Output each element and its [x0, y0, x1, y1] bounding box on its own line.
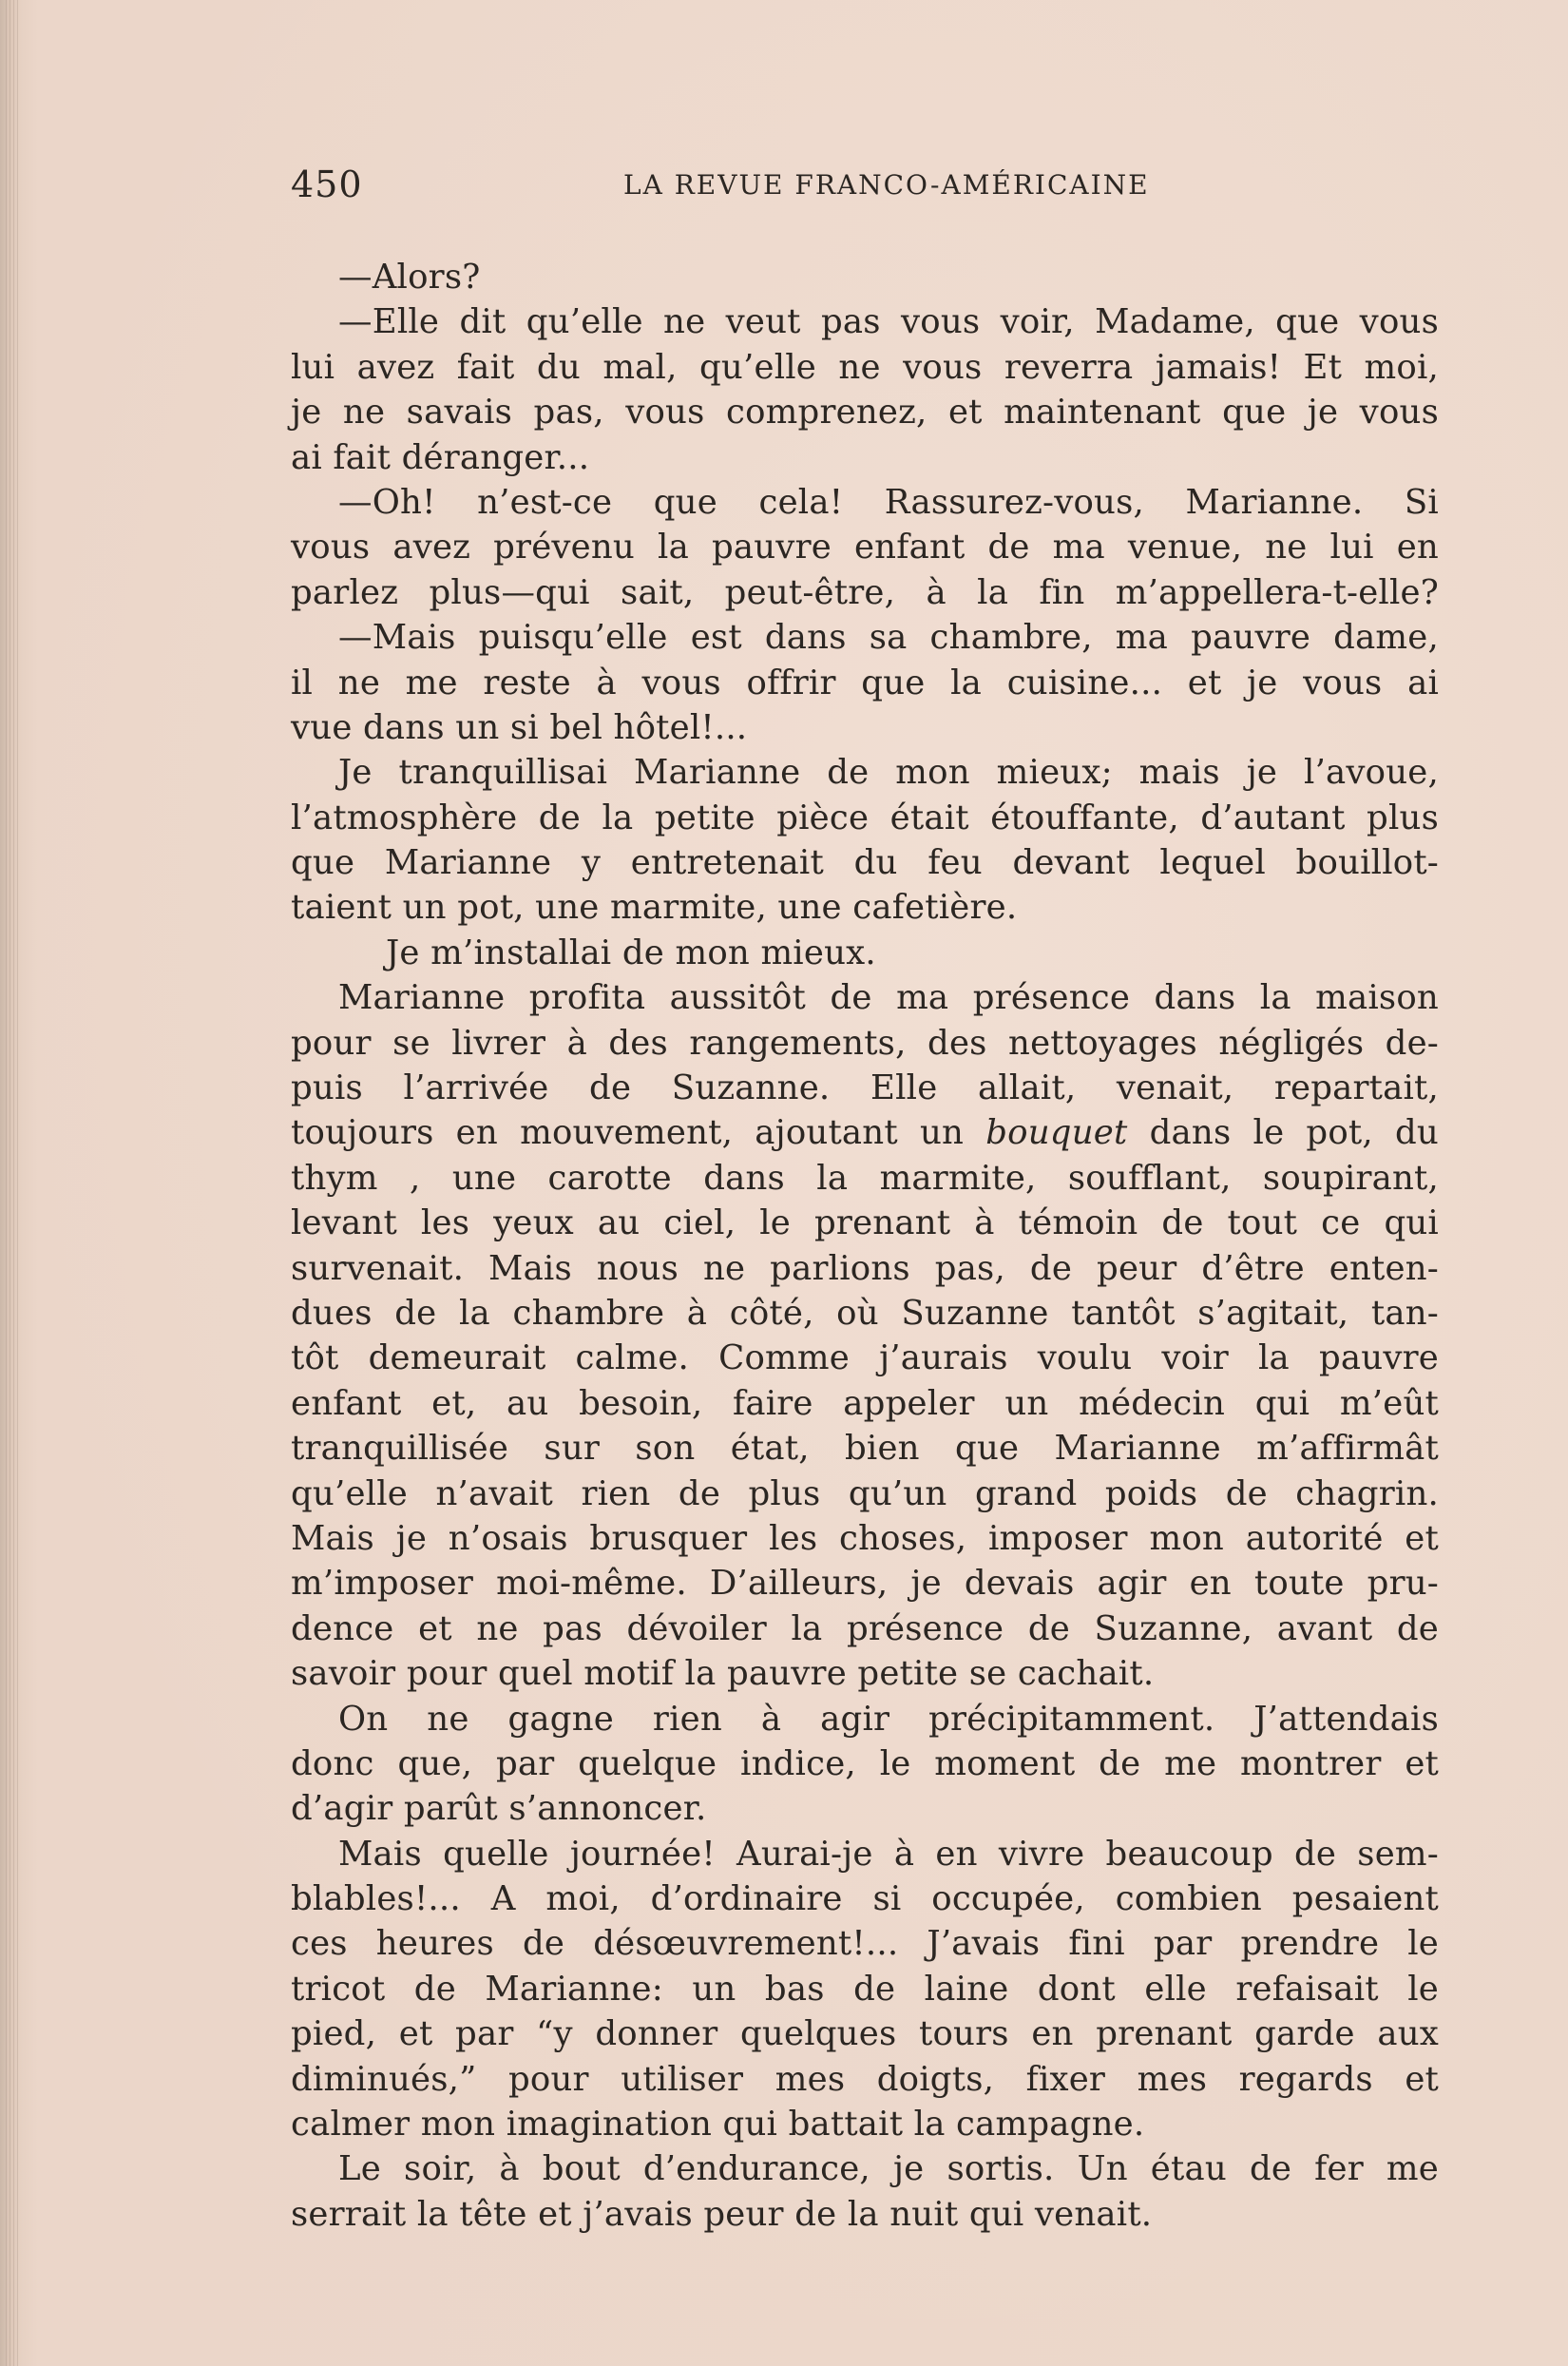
- text-line: serrait la tête et j’avais peur de la nuit qui venait.: [291, 2194, 1153, 2234]
- text-line: pour se livrer à des rangements, des nettoyages négligés de-: [291, 1023, 1439, 1063]
- text-line: il ne me reste à vous offrir que la cuisine... et je vous ai: [291, 663, 1439, 702]
- text-line: tranquillisée sur son état, bien que Marianne m’affirmât: [291, 1429, 1439, 1469]
- text-line: vous avez prévenu la pauvre enfant de ma venue, ne lui en: [291, 528, 1439, 567]
- italic-word: bouquet: [985, 1113, 1128, 1153]
- text-line: levant les yeux au ciel, le prenant à témoin de tout ce qui: [291, 1203, 1439, 1243]
- text-line: —Alors?: [338, 258, 481, 297]
- text-line: —Mais puisqu’elle est dans sa chambre, ma pauvre dame,: [338, 618, 1439, 658]
- text-line: Mais quelle journée! Aurai-je à en vivre beaucoup de sem-: [338, 1834, 1439, 1874]
- text-line: On ne gagne rien à agir précipitamment. J’attendais: [338, 1699, 1439, 1739]
- text-line: lui avez fait du mal, qu’elle ne vous reverra jamais! Et moi,: [291, 347, 1439, 387]
- text-line: calmer mon imagination qui battait la campagne.: [291, 2105, 1145, 2145]
- text-line: qu’elle n’avait rien de plus qu’un grand poids de chagrin.: [291, 1473, 1439, 1513]
- text-line: [291, 1110, 1439, 1155]
- text-line: Je m’installai de mon mieux.: [386, 933, 876, 972]
- text-line: je ne savais pas, vous comprenez, et maintenant que je vous: [291, 393, 1439, 433]
- text-line: —Oh! n’est-ce que cela! Rassurez-vous, Marianne. Si: [338, 482, 1439, 522]
- text-line: blables!... A moi, d’ordinaire si occupée, combien pesaient: [291, 1879, 1439, 1919]
- text-line: Je tranquillisai Marianne de mon mieux; mais je l’avoue,: [338, 753, 1439, 793]
- text-line: savoir pour quel motif la pauvre petite se cachait.: [291, 1654, 1155, 1694]
- text-line: vue dans un si bel hôtel!...: [291, 707, 748, 747]
- text-line: puis l’arrivée de Suzanne. Elle allait, venait, repartait,: [291, 1068, 1439, 1108]
- running-head: LA REVUE FRANCO-AMÉRICAINE: [623, 169, 1150, 201]
- text-line: d’agir parût s’annoncer.: [291, 1789, 707, 1829]
- text-line: ai fait déranger...: [291, 437, 590, 477]
- text-line: diminués,” pour utiliser mes doigts, fixer mes regards et: [291, 2059, 1439, 2099]
- text-line: Mais je n’osais brusquer les choses, imposer mon autorité et: [291, 1518, 1439, 1558]
- text-line: thym , une carotte dans la marmite, soufflant, soupirant,: [291, 1158, 1439, 1198]
- page-header: [291, 160, 1431, 217]
- binding-edge: [6, 0, 19, 2366]
- body-text: [291, 255, 1439, 2237]
- text-line: donc que, par quelque indice, le moment de me montrer et: [291, 1743, 1439, 1783]
- text-line: que Marianne y entretenait du feu devant lequel bouillot-: [291, 843, 1439, 883]
- text-line: enfant et, au besoin, faire appeler un médecin qui m’eût: [291, 1383, 1439, 1423]
- text-line: —Elle dit qu’elle ne veut pas vous voir, Madame, que vous: [338, 302, 1439, 342]
- text-line: dence et ne pas dévoiler la présence de Suzanne, avant de: [291, 1608, 1439, 1648]
- text-line: survenait. Mais nous ne parlions pas, de peur d’être enten-: [291, 1248, 1439, 1288]
- page-number: 450: [291, 164, 363, 205]
- text-line: l’atmosphère de la petite pièce était étouffante, d’autant plus: [291, 798, 1439, 837]
- text-line: pied, et par “y donner quelques tours en prenant garde aux: [291, 2014, 1439, 2054]
- text-line: parlez plus—qui sait, peut-être, à la fin m’appellera-t-elle?: [291, 572, 1439, 612]
- text-line: tricot de Marianne: un bas de laine dont elle refaisait le: [291, 1969, 1439, 2009]
- text-segment: dans le pot, du: [1127, 1113, 1439, 1153]
- text-line: ces heures de désœuvrement!... J’avais fini par prendre le: [291, 1924, 1439, 1964]
- text-line: Le soir, à bout d’endurance, je sortis. Un étau de fer me: [338, 2149, 1439, 2189]
- text-line: Marianne profita aussitôt de ma présence dans la maison: [338, 978, 1439, 1018]
- text-segment: toujours en mouvement, ajoutant un: [291, 1113, 986, 1153]
- text-line: dues de la chambre à côté, où Suzanne tantôt s’agitait, tan-: [291, 1293, 1439, 1333]
- text-line: tôt demeurait calme. Comme j’aurais voulu voir la pauvre: [291, 1338, 1439, 1378]
- text-line: taient un pot, une marmite, une cafetière.: [291, 888, 1018, 928]
- text-line: m’imposer moi-même. D’ailleurs, je devais agir en toute pru-: [291, 1564, 1439, 1604]
